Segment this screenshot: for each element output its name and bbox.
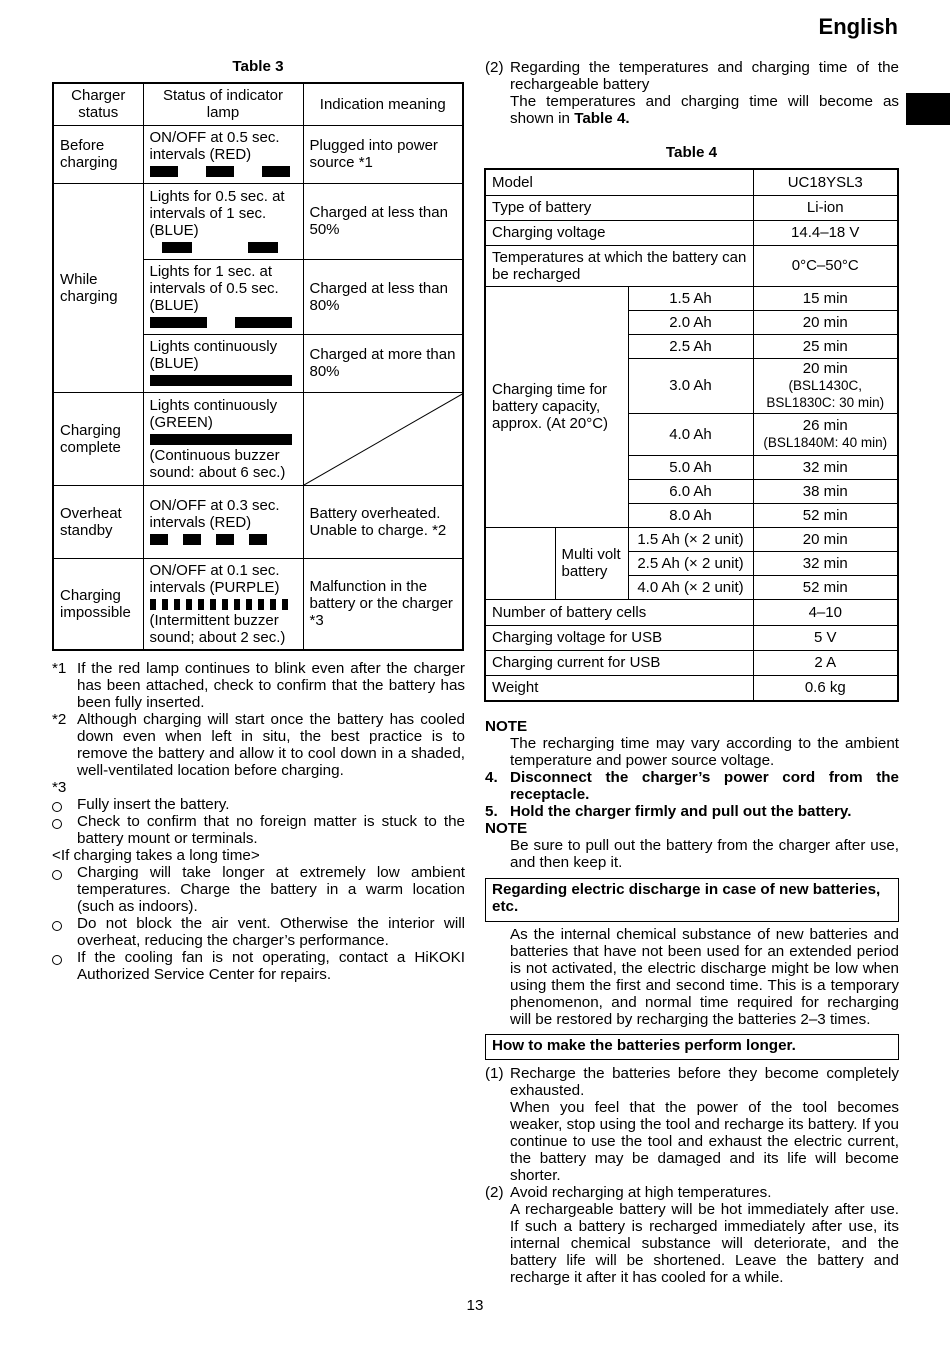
t4-multi-cap-1: 1.5 Ah (× 2 unit) xyxy=(628,527,753,551)
fn3-bullet5: If the cooling fan is not operating, contact a HiKOKI Authorized Service Center for repairs. xyxy=(77,949,465,983)
t4-min-7: 38 min xyxy=(753,479,898,503)
lamp-pulse-mark xyxy=(210,599,216,610)
t4-cap-1: 1.5 Ah xyxy=(628,286,753,310)
lamp-pattern-blink-05 xyxy=(150,166,297,177)
t3-overheat-meaning: Battery overheated. Unable to charge. *2 xyxy=(303,485,463,558)
t4-cap-5: 4.0 Ah xyxy=(628,413,753,455)
item2-body xyxy=(510,93,899,127)
t4-usbc-value: 2 A xyxy=(753,650,898,675)
lamp-pattern-red-03 xyxy=(150,534,297,545)
longer-item1-number: (1) xyxy=(485,1065,504,1082)
t3-while-lamp1: Lights for 0.5 sec. at intervals of 1 sec. (BLUE) xyxy=(149,187,285,239)
t4-voltage-value: 14.4–18 V xyxy=(753,220,898,245)
t4-min-4-sub: (BSL1430C, BSL1830C: 30 min) xyxy=(766,378,885,410)
lamp-pulse-mark xyxy=(222,599,228,610)
t4-cap-8: 8.0 Ah xyxy=(628,503,753,527)
page-number: 13 xyxy=(466,1297,484,1314)
longer-heading: How to make the batteries perform longer. xyxy=(485,1034,899,1060)
discharge-body: As the internal chemical substance of new batteries and batteries that have not been used for an extended period is not activated, the electric discharge might be low when using them the first and second time. This is a temporary phenomenon, and normal time required for recharging will be restored by recharging the batteries 2–3 times. xyxy=(510,926,899,1028)
t3-while-lamp3: Lights continuously (BLUE) xyxy=(149,338,278,372)
t3-overheat-lamp: ON/OFF at 0.3 sec. intervals (RED) xyxy=(149,496,280,531)
t4-cells-label: Number of battery cells xyxy=(485,599,753,625)
t4-weight-value: 0.6 kg xyxy=(753,675,898,701)
t3-impossible-status: Charging impossible xyxy=(53,558,143,650)
t4-min-2: 20 min xyxy=(753,310,898,334)
t4-voltage-label: Charging voltage xyxy=(485,220,753,245)
fn2-text: Although charging will start once the battery has cooled down even when left in situ, the best practice is to remove the battery and allow it to cool down in a shaded, well-ventilated location before charging. xyxy=(77,711,465,779)
t4-min-3: 25 min xyxy=(753,334,898,358)
discharge-heading: Regarding electric discharge in case of new batteries, etc. xyxy=(485,878,899,922)
t4-min-4-cell xyxy=(753,358,898,413)
lamp-pattern-blue-1-05 xyxy=(150,317,297,328)
t4-min-8: 52 min xyxy=(753,503,898,527)
t3-complete-lamp-cell xyxy=(143,392,303,485)
lamp-pulse-mark xyxy=(234,599,240,610)
t4-min-5-sub: (BSL1840M: 40 min) xyxy=(763,435,888,450)
t4-time-label: Charging time for battery capacity, approx. (At 20°C) xyxy=(485,286,628,527)
note1-heading: NOTE xyxy=(485,718,528,735)
t3-overheat-status: Overheat standby xyxy=(53,485,143,558)
lamp-pulse-mark xyxy=(186,599,192,610)
lamp-pulse-mark xyxy=(174,599,180,610)
t3-while-lamp2-cell xyxy=(143,259,303,334)
longer-item2-number: (2) xyxy=(485,1184,504,1201)
note1-text: The recharging time may vary according to the ambient temperature and power source voltage. xyxy=(510,735,899,769)
t3-before-lamp-cell xyxy=(143,125,303,183)
fn3-mark: *3 xyxy=(52,779,67,796)
fn2-mark: *2 xyxy=(52,711,67,728)
t3-while-lamp1-cell xyxy=(143,183,303,259)
step4-number: 4. xyxy=(485,769,498,786)
lamp-pattern-purple-01 xyxy=(150,599,297,610)
t3-impossible-lamp2: (Intermittent buzzer sound; about 2 sec.) xyxy=(149,611,286,646)
t4-usbv-label: Charging voltage for USB xyxy=(485,625,753,650)
t4-multi-label: Multi volt battery xyxy=(555,527,628,599)
lamp-pattern-green-continuous xyxy=(150,434,297,445)
lamp-pattern-blue-continuous xyxy=(150,375,297,386)
bullet-icon xyxy=(52,921,62,931)
fn1-mark: *1 xyxy=(52,660,67,677)
t3-complete-lamp2: (Continuous buzzer sound: about 6 sec.) xyxy=(149,446,286,481)
t4-min-5: 26 min xyxy=(802,417,848,434)
lamp-pulse-mark xyxy=(246,599,252,610)
lamp-pattern-blue-05-1 xyxy=(150,242,297,253)
t3-overheat-lamp-cell xyxy=(143,485,303,558)
t3-before-meaning: Plugged into power source *1 xyxy=(303,125,463,183)
t3-head-meaning: Indication meaning xyxy=(303,83,463,125)
t4-multi-min-3: 52 min xyxy=(753,575,898,599)
t3-while-meaning3: Charged at more than 80% xyxy=(303,334,463,392)
t4-multi-cap-3: 4.0 Ah (× 2 unit) xyxy=(628,575,753,599)
fn3-bullet4: Do not block the air vent. Otherwise the interior will overheat, reducing the charger’s performance. xyxy=(77,915,465,949)
bullet-icon xyxy=(52,802,62,812)
t4-usbv-value: 5 V xyxy=(753,625,898,650)
t3-complete-lamp: Lights continuously (GREEN) xyxy=(149,396,278,431)
t3-head-lamp: Status of indicator lamp xyxy=(143,83,303,125)
t3-complete-status: Charging complete xyxy=(53,392,143,485)
t3-while-lamp2: Lights for 1 sec. at intervals of 0.5 sec. (BLUE) xyxy=(149,263,279,314)
t4-multi-cap-2: 2.5 Ah (× 2 unit) xyxy=(628,551,753,575)
t4-min-5-cell xyxy=(753,413,898,455)
item2-table-ref: Table 4. xyxy=(574,110,630,127)
t4-time-label-cont xyxy=(485,527,555,599)
t3-complete-meaning-empty xyxy=(303,392,463,485)
language-label: English xyxy=(818,14,898,39)
t3-impossible-lamp: ON/OFF at 0.1 sec. intervals (PURPLE) xyxy=(149,561,280,596)
t4-multi-min-2: 32 min xyxy=(753,551,898,575)
table4 xyxy=(484,168,899,702)
lamp-pulse-mark xyxy=(282,599,288,610)
fn3-bullet3: Charging will take longer at extremely low ambient temperatures. Charge the battery in a warm location (such as indoors). xyxy=(77,864,465,915)
t4-min-6: 32 min xyxy=(753,455,898,479)
bullet-icon xyxy=(52,870,62,880)
lamp-pulse-mark xyxy=(162,599,168,610)
t4-cap-6: 5.0 Ah xyxy=(628,455,753,479)
lamp-pulse-mark xyxy=(198,599,204,610)
t4-min-4: 20 min xyxy=(802,360,848,377)
t4-temp-label: Temperatures at which the battery can be recharged xyxy=(485,245,753,286)
t3-while-meaning2: Charged at less than 80% xyxy=(303,259,463,334)
longer-item2-body: A rechargeable battery will be hot immediately after use. If such a battery is recharged immediately after use, its internal chemical substance will deteriorate, and the battery life will be shortened. Leave the battery and recharge it after it has cooled for a while. xyxy=(510,1201,899,1286)
longer-item1-body: When you feel that the power of the tool becomes weaker, stop using the tool and recharge its battery. If you continue to use the tool and exhaust the electric current, the battery may be damaged and its life will become shorter. xyxy=(510,1099,899,1184)
item2-number: (2) xyxy=(485,59,504,76)
diagonal-line xyxy=(304,393,464,485)
item2-heading: Regarding the temperatures and charging time of the rechargeable battery xyxy=(510,59,899,93)
t3-impossible-meaning: Malfunction in the battery or the charger *3 xyxy=(303,558,463,650)
lamp-pulse-mark xyxy=(270,599,276,610)
t3-while-meaning1: Charged at less than 50% xyxy=(303,183,463,259)
long-charging-heading: <If charging takes a long time> xyxy=(52,847,260,864)
t3-head-status: Charger status xyxy=(53,83,143,125)
bullet-icon xyxy=(52,955,62,965)
fn1-text: If the red lamp continues to blink even after the charger has been attached, check to confirm that the battery has been fully inserted. xyxy=(77,660,465,711)
t3-impossible-lamp-cell xyxy=(143,558,303,650)
step4-text: Disconnect the charger’s power cord from the receptacle. xyxy=(510,769,899,803)
t4-cap-4: 3.0 Ah xyxy=(628,358,753,413)
t4-model-value: UC18YSL3 xyxy=(753,169,898,195)
t4-min-1: 15 min xyxy=(753,286,898,310)
t4-model-label: Model xyxy=(485,169,753,195)
item2-body-text: The temperatures and charging time will become as shown in xyxy=(510,93,899,127)
t3-before-status: Before charging xyxy=(53,125,143,183)
t3-while-status: While charging xyxy=(53,183,143,392)
t4-cells-value: 4–10 xyxy=(753,599,898,625)
section-tab-marker xyxy=(906,93,950,125)
t4-multi-min-1: 20 min xyxy=(753,527,898,551)
t3-while-lamp3-cell xyxy=(143,334,303,392)
t4-cap-7: 6.0 Ah xyxy=(628,479,753,503)
t4-type-value: Li-ion xyxy=(753,195,898,220)
note2-text: Be sure to pull out the battery from the charger after use, and then keep it. xyxy=(510,837,899,871)
t4-cap-2: 2.0 Ah xyxy=(628,310,753,334)
t4-weight-label: Weight xyxy=(485,675,753,701)
fn3-bullet1: Fully insert the battery. xyxy=(77,796,230,813)
t4-temp-value: 0°C–50°C xyxy=(753,245,898,286)
bullet-icon xyxy=(52,819,62,829)
lamp-pulse-mark xyxy=(258,599,264,610)
longer-item2-heading: Avoid recharging at high temperatures. xyxy=(510,1184,772,1201)
note2-heading: NOTE xyxy=(485,820,528,837)
t4-cap-3: 2.5 Ah xyxy=(628,334,753,358)
t3-before-lamp: ON/OFF at 0.5 sec. intervals (RED) xyxy=(149,129,280,163)
step5-text: Hold the charger firmly and pull out the battery. xyxy=(510,803,852,820)
longer-item1-heading: Recharge the batteries before they become completely exhausted. xyxy=(510,1065,899,1099)
fn3-bullet2: Check to confirm that no foreign matter is stuck to the battery mount or terminals. xyxy=(77,813,465,847)
lamp-pulse-mark xyxy=(150,599,156,610)
t4-type-label: Type of battery xyxy=(485,195,753,220)
step5-number: 5. xyxy=(485,803,498,820)
table4-caption: Table 4 xyxy=(665,144,718,161)
table3 xyxy=(52,82,464,651)
t4-usbc-label: Charging current for USB xyxy=(485,650,753,675)
table3-caption: Table 3 xyxy=(232,58,284,75)
